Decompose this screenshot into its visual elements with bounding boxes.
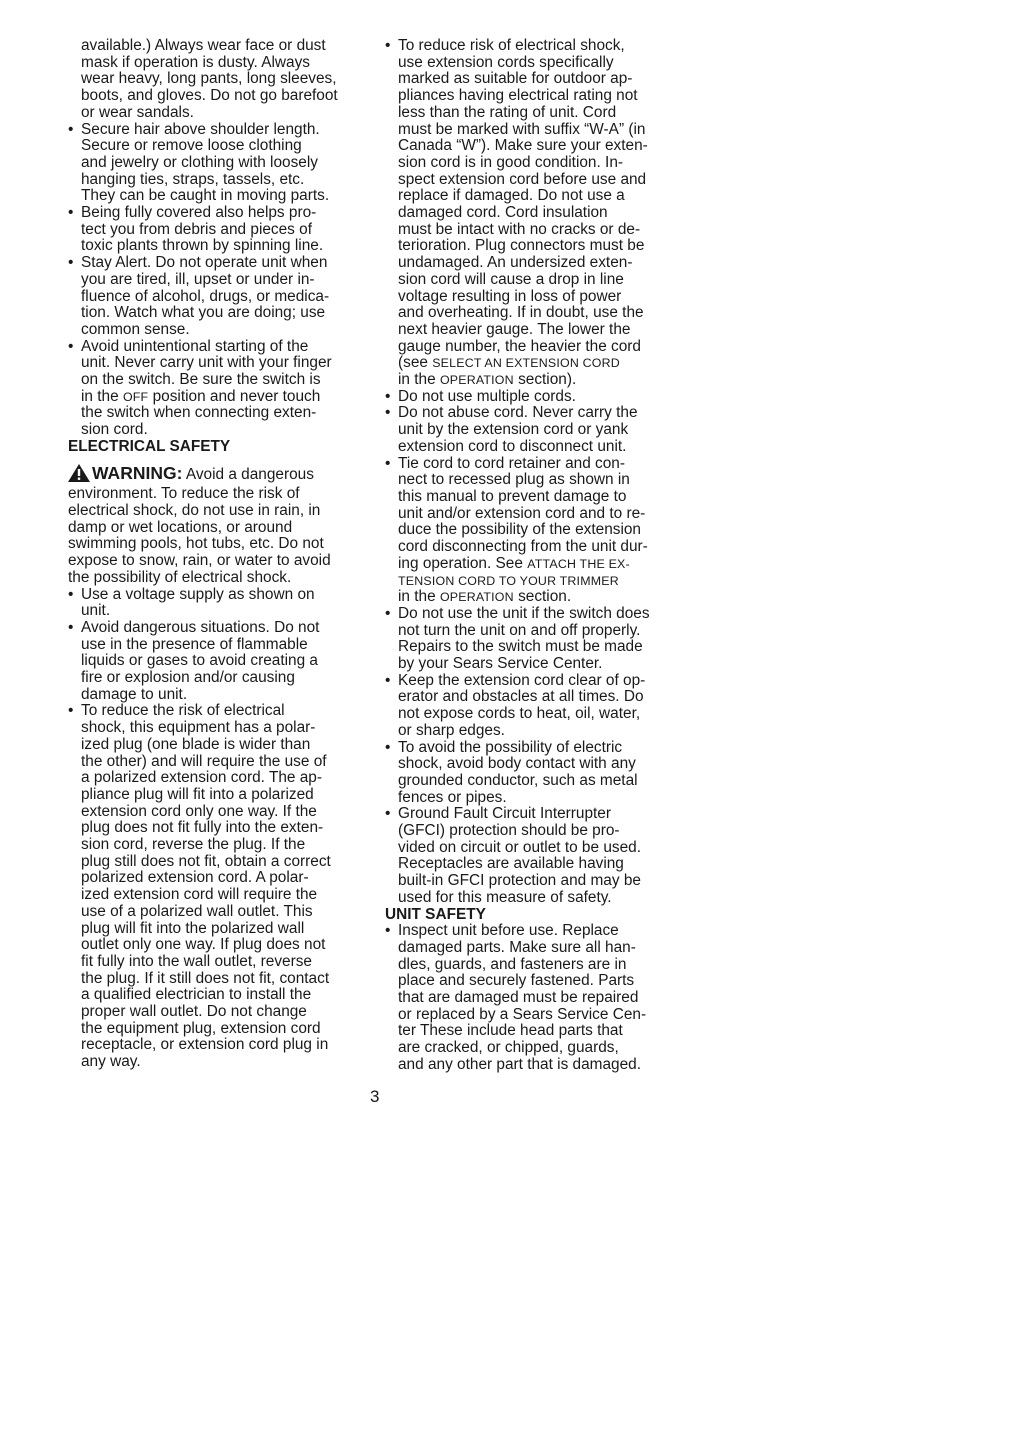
- text-line: and any other part that is damaged.: [398, 1055, 641, 1073]
- text-line: They can be caught in moving parts.: [81, 187, 330, 205]
- text-line: ized extension cord will require the: [81, 886, 318, 904]
- warning-triangle-icon: [68, 464, 90, 487]
- text-line: less than the rating of unit. Cord: [398, 103, 617, 121]
- text-line: unit. Never carry unit with your finger: [81, 354, 332, 372]
- text-line: toxic plants thrown by spinning line.: [81, 237, 324, 255]
- text-line: • Ground Fault Circuit Interrupter: [385, 806, 685, 823]
- text-line: used for this measure of safety.: [398, 888, 612, 906]
- small-caps-term: ATTACH THE EX-: [527, 556, 630, 571]
- text-line: liquids or gases to avoid creating a: [81, 652, 318, 670]
- text-span: section).: [513, 371, 577, 389]
- text-line: unit and/or extension cord and to re-: [398, 504, 646, 522]
- text-line: extension cord only one way. If the: [81, 802, 317, 820]
- text-span: ing operation. See: [398, 554, 528, 572]
- text-line: by your Sears Service Center.: [398, 655, 603, 673]
- text-line: unit.: [81, 602, 111, 620]
- text-line: any way.: [81, 1053, 141, 1071]
- bullet-grounded-conductor: [385, 740, 685, 807]
- text-line: receptacle, or extension cord plug in: [81, 1036, 329, 1054]
- text-line: this manual to prevent damage to: [398, 487, 627, 505]
- text-line: use in the presence of flammable: [81, 635, 308, 653]
- page-number: 3: [370, 1087, 380, 1106]
- text-line: (GFCI) protection should be pro-: [398, 822, 620, 840]
- text-line: [385, 556, 685, 573]
- bullet-stay-alert: [68, 255, 358, 339]
- electrical-safety-heading: ELECTRICAL SAFETY: [68, 437, 231, 455]
- text-line: a qualified electrician to install the: [81, 986, 312, 1004]
- text-line: boots, and gloves. Do not go barefoot: [81, 87, 338, 105]
- text-line: use extension cords specifically: [398, 53, 614, 71]
- warning-label: WARNING:: [92, 462, 183, 483]
- text-line: • To reduce risk of electrical shock,: [385, 38, 685, 55]
- text-line: damaged parts. Make sure all han-: [398, 938, 636, 956]
- bullet-switch: [385, 606, 685, 673]
- text-line: or wear sandals.: [81, 103, 194, 121]
- text-line: grounded conductor, such as metal: [398, 771, 638, 789]
- text-span: in the: [81, 387, 123, 405]
- text-line: nect to recessed plug as shown in: [398, 471, 630, 489]
- text-line: • Avoid dangerous situations. Do not: [68, 620, 358, 637]
- text-line: built-in GFCI protection and may be: [398, 872, 641, 890]
- text-line: not expose cords to heat, oil, water,: [398, 705, 641, 723]
- small-caps-term: OPERATION: [439, 590, 514, 605]
- text-line: fire or explosion and/or causing: [81, 669, 295, 687]
- text-line: a polarized extension cord. The ap-: [81, 769, 322, 787]
- text-line: [68, 389, 358, 406]
- text-line: cord disconnecting from the unit dur-: [398, 538, 648, 556]
- text-line: • Avoid unintentional starting of the: [68, 339, 358, 356]
- text-line: • Secure hair above shoulder length.: [68, 122, 358, 139]
- text-line: vided on circuit or outlet to be used.: [398, 838, 641, 856]
- text-line: • To avoid the possibility of electric: [385, 740, 685, 757]
- intro-paragraph: [68, 38, 358, 122]
- text-span: position and never touch: [148, 387, 321, 405]
- text-line: • Keep the extension cord clear of op-: [385, 673, 685, 690]
- text-line: gauge number, the heavier the cord: [398, 337, 641, 355]
- text-line: electrical shock, do not use in rain, in: [68, 501, 321, 519]
- text-line: polarized extension cord. A polar-: [81, 869, 309, 887]
- text-line: • Use a voltage supply as shown on: [68, 587, 358, 604]
- text-line: pliance plug will fit into a polarized: [81, 785, 314, 803]
- text-line: • Do not use multiple cords.: [385, 389, 685, 406]
- text-line: and jewelry or clothing with loosely: [81, 153, 318, 171]
- bullet-inspect-unit: [385, 923, 685, 1073]
- text-line: use of a polarized wall outlet. This: [81, 902, 313, 920]
- small-caps-term: TENSION CORD TO YOUR TRIMMER: [398, 573, 619, 588]
- text-line: plug does not fit fully into the exten-: [81, 819, 324, 837]
- text-line: terioration. Plug connectors must be: [398, 237, 645, 255]
- text-line: • To reduce the risk of electrical: [68, 703, 358, 720]
- text-line: you are tired, ill, upset or under in-: [81, 270, 315, 288]
- text-line: the other) and will require the use of: [81, 752, 327, 770]
- text-line: hanging ties, straps, tassels, etc.: [81, 170, 305, 188]
- text-line: sion cord will cause a drop in line: [398, 270, 624, 288]
- bullet-keep-clear: [385, 673, 685, 740]
- text-line: erator and obstacles at all times. Do: [398, 688, 644, 706]
- text-line: sion cord, reverse the plug. If the: [81, 836, 306, 854]
- text-line: [385, 589, 685, 606]
- text-line: next heavier gauge. The lower the: [398, 320, 631, 338]
- text-line: and overheating. If in doubt, use the: [398, 304, 644, 322]
- bullet-secure-hair: [68, 122, 358, 206]
- text-line: the plug. If it still does not fit, contact: [81, 969, 330, 987]
- text-line: place and securely fastened. Parts: [398, 972, 635, 990]
- text-line: • Tie cord to cord retainer and con-: [385, 456, 685, 473]
- text-line: undamaged. An undersized exten-: [398, 254, 633, 272]
- text-line: marked as suitable for outdoor ap-: [398, 70, 633, 88]
- text-line: tion. Watch what you are doing; use: [81, 304, 326, 322]
- warning-block: [68, 464, 358, 587]
- text-line: plug still does not fit, obtain a correct: [81, 852, 331, 870]
- text-line: not turn the unit on and off properly.: [398, 621, 641, 639]
- text-line: Secure or remove loose clothing: [81, 137, 302, 155]
- text-line: must be intact with no cracks or de-: [398, 220, 641, 238]
- text-line: the switch when connecting exten-: [81, 404, 317, 422]
- text-span: in the: [398, 588, 440, 606]
- text-line: [385, 372, 685, 389]
- text-line: must be marked with suffix “W-A” (in: [398, 120, 646, 138]
- small-caps-term: SELECT AN EXTENSION CORD: [432, 356, 620, 371]
- bullet-multiple-cords: [385, 389, 685, 406]
- text-line: dles, guards, and fasteners are in: [398, 955, 627, 973]
- left-column: [68, 38, 358, 1071]
- text-line: ized plug (one blade is wider than: [81, 735, 311, 753]
- text-line: available.) Always wear face or dust: [81, 37, 326, 54]
- bullet-tie-cord: [385, 456, 685, 606]
- text-line: [385, 573, 685, 590]
- text-line: damage to unit.: [81, 685, 188, 703]
- text-line: proper wall outlet. Do not change: [81, 1003, 307, 1021]
- text-line: on the switch. Be sure the switch is: [81, 371, 321, 389]
- text-span: Avoid a dangerous: [182, 465, 314, 483]
- text-line: • Stay Alert. Do not operate unit when: [68, 255, 358, 272]
- text-line: common sense.: [81, 320, 190, 338]
- text-line: • Inspect unit before use. Replace: [385, 923, 685, 940]
- bullet-dangerous-situations: [68, 620, 358, 704]
- text-line: or sharp edges.: [398, 721, 505, 739]
- text-line: • Being fully covered also helps pro-: [68, 205, 358, 222]
- text-line: fences or pipes.: [398, 788, 507, 806]
- text-line: fluence of alcohol, drugs, or medica-: [81, 287, 330, 305]
- text-line: sion cord.: [81, 421, 148, 439]
- text-line: Repairs to the switch must be made: [398, 638, 643, 656]
- text-line: pliances having electrical rating not: [398, 87, 638, 105]
- text-line: Canada “W”). Make sure your exten-: [398, 137, 648, 155]
- warning-first-line: [68, 464, 358, 487]
- text-line: the possibility of electrical shock.: [68, 568, 292, 586]
- text-line: extension cord to disconnect unit.: [398, 437, 627, 455]
- text-line: expose to snow, rain, or water to avoid: [68, 552, 331, 570]
- text-line: shock, avoid body contact with any: [398, 755, 636, 773]
- small-caps-term: OPERATION: [439, 373, 514, 388]
- text-line: mask if operation is dusty. Always: [81, 53, 310, 71]
- text-line: damaged cord. Cord insulation: [398, 204, 608, 222]
- text-line: [385, 355, 685, 372]
- text-span: section.: [513, 588, 572, 606]
- text-line: unit by the extension cord or yank: [398, 421, 629, 439]
- text-line: outlet only one way. If plug does not: [81, 936, 326, 954]
- text-line: spect extension cord before use and: [398, 170, 647, 188]
- text-line: sion cord is in good condition. In-: [398, 153, 624, 171]
- bullet-gfci: [385, 806, 685, 906]
- text-line: Receptacles are available having: [398, 855, 624, 873]
- text-line: environment. To reduce the risk of: [68, 485, 300, 503]
- text-line: swimming pools, hot tubs, etc. Do not: [68, 535, 324, 553]
- text-line: replace if damaged. Do not use a: [398, 187, 625, 205]
- text-line: that are damaged must be repaired: [398, 989, 639, 1007]
- text-line: • Do not abuse cord. Never carry the: [385, 405, 685, 422]
- bullet-abuse-cord: [385, 405, 685, 455]
- bullet-extension-cords: [385, 38, 685, 389]
- small-caps-term: OFF: [122, 389, 149, 404]
- bullet-fully-covered: [68, 205, 358, 255]
- text-line: ter These include head parts that: [398, 1022, 623, 1040]
- text-line: shock, this equipment has a polar-: [81, 719, 316, 737]
- text-line: the equipment plug, extension cord: [81, 1019, 321, 1037]
- text-line: or replaced by a Sears Service Cen-: [398, 1005, 647, 1023]
- text-line: are cracked, or chipped, guards,: [398, 1039, 619, 1057]
- bullet-unintentional-starting: [68, 339, 358, 439]
- text-line: plug will fit into the polarized wall: [81, 919, 305, 937]
- bullet-voltage-supply: [68, 587, 358, 620]
- text-line: fit fully into the wall outlet, reverse: [81, 952, 312, 970]
- text-line: • Do not use the unit if the switch does: [385, 606, 685, 623]
- bullet-polarized-plug: [68, 703, 358, 1070]
- text-line: wear heavy, long pants, long sleeves,: [81, 70, 337, 88]
- text-line: duce the possibility of the extension: [398, 521, 641, 539]
- right-column: [385, 38, 685, 1074]
- unit-safety-heading: UNIT SAFETY: [385, 905, 486, 923]
- text-line: tect you from debris and pieces of: [81, 220, 312, 238]
- text-line: damp or wet locations, or around: [68, 518, 293, 536]
- text-span: in the: [398, 371, 440, 389]
- text-span: (see: [398, 354, 433, 372]
- text-line: voltage resulting in loss of power: [398, 287, 622, 305]
